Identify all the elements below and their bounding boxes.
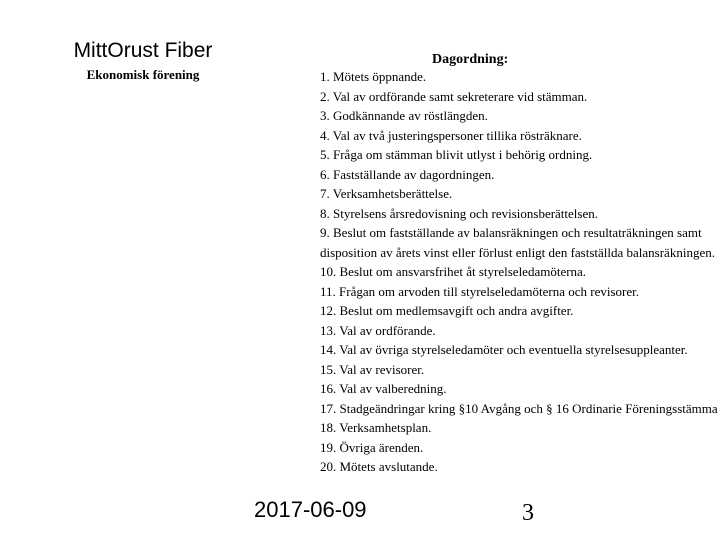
brand-name: MittOrust Fiber — [73, 39, 213, 62]
agenda-item: 4. Val av två justeringspersoner tillika rösträknare. — [320, 127, 582, 143]
agenda-item: 19. Övriga ärenden. — [320, 439, 424, 455]
agenda-item-continuation: disposition av årets vinst eller förlust enligt den fastställda balansräkningen. — [320, 244, 715, 260]
agenda-item: 7. Verksamhetsberättelse. — [320, 186, 453, 201]
agenda-item: 16. Val av valberedning. — [320, 381, 447, 396]
agenda-item: 5. Fråga om stämman blivit utlyst i behörig ordning. — [320, 147, 593, 162]
agenda-item: 18. Verksamhetsplan. — [320, 420, 432, 435]
agenda-item: 1. Mötets öppnande. — [320, 69, 427, 84]
agenda-item: 20. Mötets avslutande. — [320, 459, 438, 474]
page-number: 3 — [522, 500, 534, 526]
agenda-item: 12. Beslut om medlemsavgift och andra avgifter. — [320, 303, 574, 318]
brand-block — [0, 38, 286, 83]
agenda-item: 10. Beslut om ansvarsfrihet åt styrelseledamöterna. — [320, 264, 587, 279]
agenda-title: Dagordning: — [432, 52, 509, 67]
agenda-item: 2. Val av ordförande samt sekreterare vid stämman. — [320, 88, 588, 104]
agenda-item: 9. Beslut om fastställande av balansräkningen och resultaträkningen samt — [320, 225, 702, 240]
agenda-item: 13. Val av ordförande. — [320, 322, 436, 338]
agenda-list — [320, 67, 720, 477]
agenda-item: 14. Val av övriga styrelseledamöter och eventuella styrelsesuppleanter. — [320, 342, 688, 357]
agenda-item: 15. Val av revisorer. — [320, 361, 425, 377]
footer-date: 2017-06-09 — [254, 497, 367, 522]
agenda-item: 3. Godkännande av röstlängden. — [320, 108, 488, 123]
agenda-item: 6. Fastställande av dagordningen. — [320, 166, 495, 182]
agenda-item: 17. Stadgeändringar kring §10 Avgång och § 16 Ordinarie Föreningsstämma — [320, 400, 718, 416]
agenda-item: 11. Frågan om arvoden till styrelseledamöterna och revisorer. — [320, 283, 640, 299]
brand-subtitle: Ekonomisk förening — [86, 67, 200, 82]
agenda-item: 8. Styrelsens årsredovisning och revisionsberättelsen. — [320, 205, 598, 221]
